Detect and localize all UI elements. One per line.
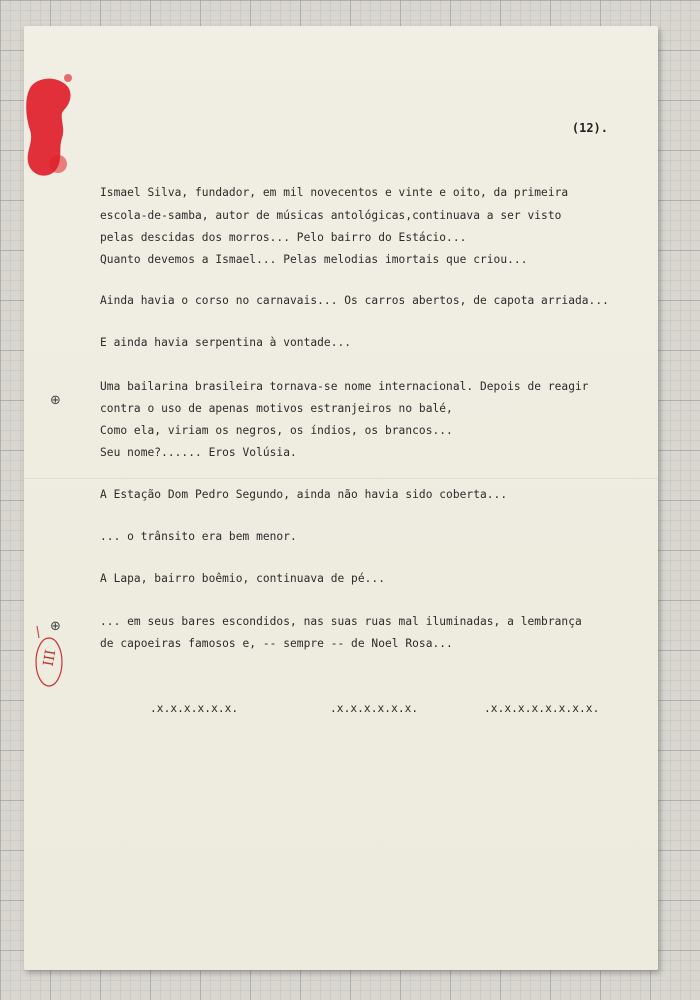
text-line: de capoeiras famosos e, -- sempre -- de Noel Rosa... xyxy=(100,637,453,650)
text-line: A Estação Dom Pedro Segundo, ainda não havia sido coberta... xyxy=(100,488,508,501)
red-ink-stain xyxy=(22,66,78,184)
separator-mark: .x.x.x.x.x.x.x.x. xyxy=(484,702,600,715)
text-line: Uma bailarina brasileira tornava-se nome internacional. Depois de reagir xyxy=(100,380,589,393)
margin-roman-numeral: III xyxy=(40,648,60,668)
text-line: pelas descidas dos morros... Pelo bairro do Estácio... xyxy=(100,231,467,244)
separator-mark: .x.x.x.x.x.x. xyxy=(150,702,239,715)
paper-fold-line xyxy=(24,478,658,479)
text-line: ... o trânsito era bem menor. xyxy=(100,530,297,543)
text-line: ... em seus bares escondidos, nas suas ruas mal iluminadas, a lembrança xyxy=(100,615,582,628)
typescript-page xyxy=(24,26,658,970)
text-line: A Lapa, bairro boêmio, continuava de pé... xyxy=(100,572,385,585)
text-line: Seu nome?...... Eros Volúsia. xyxy=(100,446,297,459)
separator-mark: .x.x.x.x.x.x. xyxy=(330,702,419,715)
text-line: E ainda havia serpentina à vontade... xyxy=(100,336,352,349)
binder-hole-icon: ⊕ xyxy=(50,393,61,408)
text-line: Ainda havia o corso no carnavais... Os carros abertos, de capota arriada... xyxy=(100,294,609,307)
text-line: Ismael Silva, fundador, em mil novecentos e vinte e oito, da primeira xyxy=(100,186,569,199)
text-line: Quanto devemos a Ismael... Pelas melodias imortais que criou... xyxy=(100,253,528,266)
binder-hole-icon: ⊕ xyxy=(50,619,61,634)
page-number: (12). xyxy=(571,121,608,135)
text-line: contra o uso de apenas motivos estranjeiros no balé, xyxy=(100,402,453,415)
text-line: escola-de-samba, autor de músicas antológicas,continuava a ser visto xyxy=(100,209,562,222)
text-line: Como ela, viriam os negros, os índios, os brancos... xyxy=(100,424,453,437)
